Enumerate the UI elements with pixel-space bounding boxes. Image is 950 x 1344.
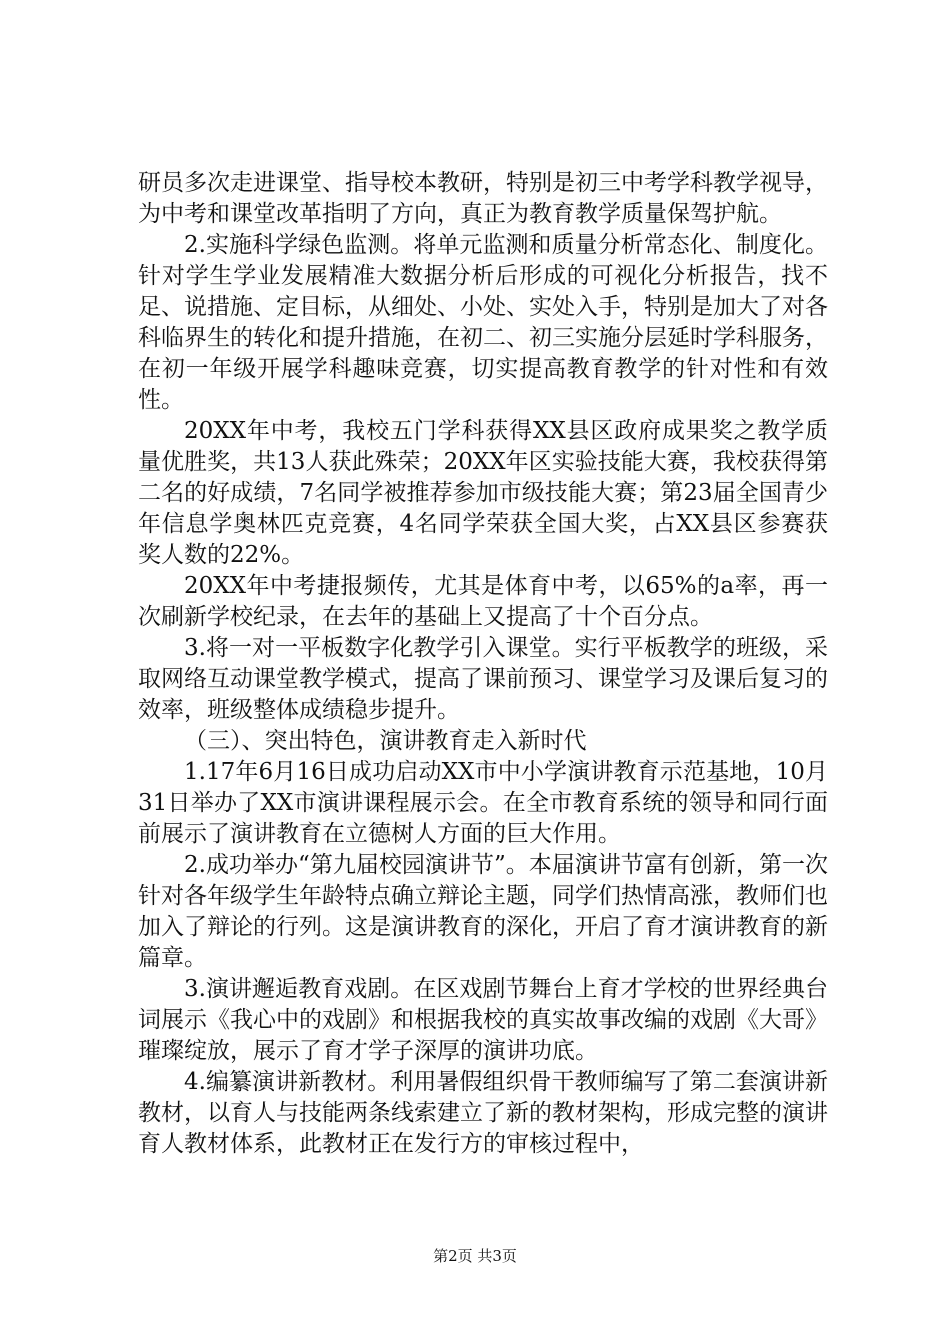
paragraph-green-monitoring: 2.实施科学绿色监测。将单元监测和质量分析常态化、制度化。针对学生学业发展精准大数据分析后形成的可视化分析报告，找不足、说措施、定目标，从细处、小处、实处入手，特别是加大了对各科临界生的转化和提升措施，在初二、初三实施分层延时学科服务，在初一年级开展学科趣味竞赛，切实提高教育教学的针对性和有效性。 [138, 232, 828, 413]
paragraph-speech-festival: 2.成功举办“第九届校园演讲节”。本届演讲节富有创新，第一次针对各年级学生年龄特点确立辩论主题，同学们热情高涨，教师们也加入了辩论的行列。这是演讲教育的深化，开启了育才演讲教育的新篇章。 [138, 852, 828, 971]
document-body [138, 168, 828, 1160]
paragraph-pe-exam: 20XX年中考捷报频传，尤其是体育中考，以65%的a率，再一次刷新学校纪录，在去年的基础上又提高了十个百分点。 [138, 573, 828, 630]
paragraph-new-textbook: 4.编纂演讲新教材。利用暑假组织骨干教师编写了第二套演讲新教材，以育人与技能两条线索建立了新的教材架构，形成完整的演讲育人教材体系，此教材正在发行方的审核过程中， [138, 1069, 828, 1157]
section-heading-speech-education: （三）、突出特色，演讲教育走入新时代 [184, 728, 587, 754]
paragraph-continuation: 研员多次走进课堂、指导校本教研，特别是初三中考学科教学视导，为中考和课堂改革指明了方向，真正为教育教学质量保驾护航。 [138, 170, 828, 227]
paragraph-demo-base: 1.17年6月16日成功启动XX市中小学演讲教育示范基地，10月31日举办了XX市演讲课程展示会。在全市教育系统的领导和同行面前展示了演讲教育在立德树人方面的巨大作用。 [138, 759, 828, 847]
page-footer: 第2页 共3页 [433, 1247, 517, 1265]
paragraph-tablet-teaching: 3.将一对一平板数字化教学引入课堂。实行平板教学的班级，采取网络互动课堂教学模式，提高了课前预习、课堂学习及课后复习的效率，班级整体成绩稳步提升。 [138, 635, 828, 723]
paragraph-drama: 3.演讲邂逅教育戏剧。在区戏剧节舞台上育才学校的世界经典台词展示《我心中的戏剧》和根据我校的真实故事改编的戏剧《大哥》璀璨绽放，展示了育才学子深厚的演讲功底。 [138, 976, 828, 1064]
paragraph-exam-awards: 20XX年中考，我校五门学科获得XX县区政府成果奖之教学质量优胜奖，共13人获此殊荣；20XX年区实验技能大赛，我校获得第二名的好成绩，7名同学被推荐参加市级技能大赛；第23届全国青少年信息学奥林匹克竞赛，4名同学荣获全国大奖，占XX县区参赛获奖人数的22%。 [138, 418, 828, 568]
